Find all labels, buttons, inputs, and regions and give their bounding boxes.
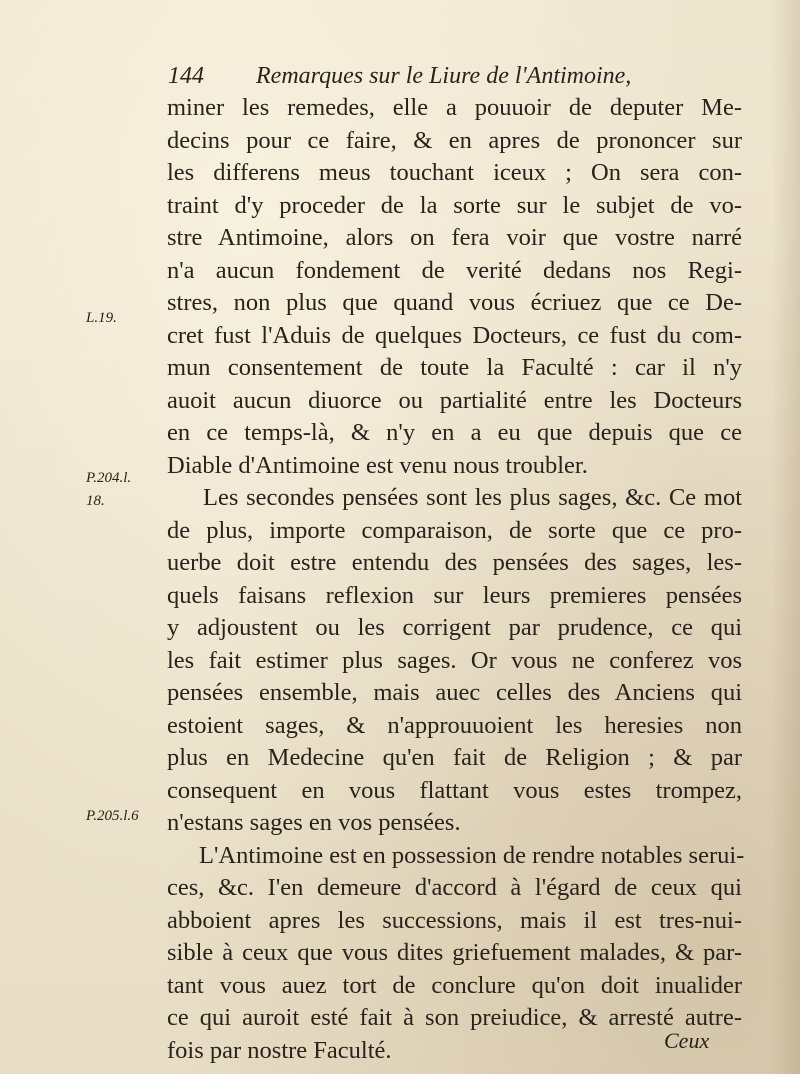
text-line: decins pour ce faire, & en apres de prononcer sur — [167, 126, 742, 154]
text-line: cret fust l'Aduis de quelques Docteurs, ce fust du com- — [167, 321, 742, 349]
text-line: de plus, importe comparaison, de sorte que ce pro- — [167, 516, 742, 544]
catchword: Ceux — [664, 1028, 710, 1053]
text-line: les differens meus touchant iceux ; On sera con- — [167, 159, 742, 186]
text-line: n'a aucun fondement de verité dedans nos Regi- — [167, 256, 742, 284]
text-line: pensées ensemble, mais auec celles des Anciens qui — [167, 679, 742, 706]
text-line: traint d'y proceder de la sorte sur le subjet de vo- — [167, 191, 742, 219]
margin-note-l19: L.19. — [86, 310, 117, 326]
text-line: en ce temps-là, & n'y en a eu que depuis que ce — [167, 419, 742, 446]
text-line: sible à ceux que vous dites griefuement malades, & par- — [167, 939, 742, 966]
text-line: abboient apres les successions, mais il est tres-nui- — [167, 906, 742, 934]
text-line: n'estans sages en vos pensées. — [167, 809, 461, 836]
running-title: Remarques sur le Liure de l'Antimoine, — [256, 63, 632, 89]
text-line: uerbe doit estre entendu des pensées des sages, les- — [167, 549, 742, 576]
text-line: Diable d'Antimoine est venu nous troubler. — [167, 451, 588, 479]
text-line: ce qui auroit esté fait à son preiudice, & arresté autre- — [167, 1004, 742, 1031]
margin-note-18: 18. — [86, 493, 105, 509]
text-line: fois par nostre Faculté. — [167, 1036, 392, 1064]
text-line: stre Antimoine, alors on fera voir que vostre narré — [167, 224, 742, 251]
text-line: mun consentement de toute la Faculté : car il n'y — [167, 354, 742, 381]
margin-note-p204: P.204.l. — [86, 470, 132, 486]
text-line: y adjoustent ou les corrigent par prudence, ce qui — [167, 614, 742, 641]
text-line: estoient sages, & n'approuuoient les heresies non — [167, 711, 742, 739]
text-line: quels faisans reflexion sur leurs premieres pensées — [167, 581, 742, 609]
text-line: L'Antimoine est en possession de rendre notables serui- — [199, 841, 745, 869]
text-line: Les secondes pensées sont les plus sages, &c. Ce mot — [203, 484, 742, 511]
text-line: miner les remedes, elle a pouuoir de deputer Me- — [167, 94, 742, 121]
page-number: 144 — [168, 63, 204, 89]
text-line: les fait estimer plus sages. Or vous ne conferez vos — [167, 646, 742, 674]
text-line: consequent en vous flattant vous estes trompez, — [167, 776, 742, 804]
text-line: auoit aucun diuorce ou partialité entre les Docteurs — [167, 386, 742, 414]
text-line: stres, non plus que quand vous écriuez que ce De- — [167, 289, 742, 316]
margin-note-p205: P.205.l.6 — [86, 808, 139, 824]
running-head — [168, 60, 738, 92]
text-line: tant vous auez tort de conclure qu'on doit inualider — [167, 971, 742, 999]
text-line: plus en Medecine qu'en fait de Religion ; & par — [167, 744, 742, 771]
text-line: ces, &c. I'en demeure d'accord à l'égard de ceux qui — [167, 874, 742, 901]
page-edge-shadow — [770, 0, 800, 1074]
body-text — [167, 92, 745, 1067]
